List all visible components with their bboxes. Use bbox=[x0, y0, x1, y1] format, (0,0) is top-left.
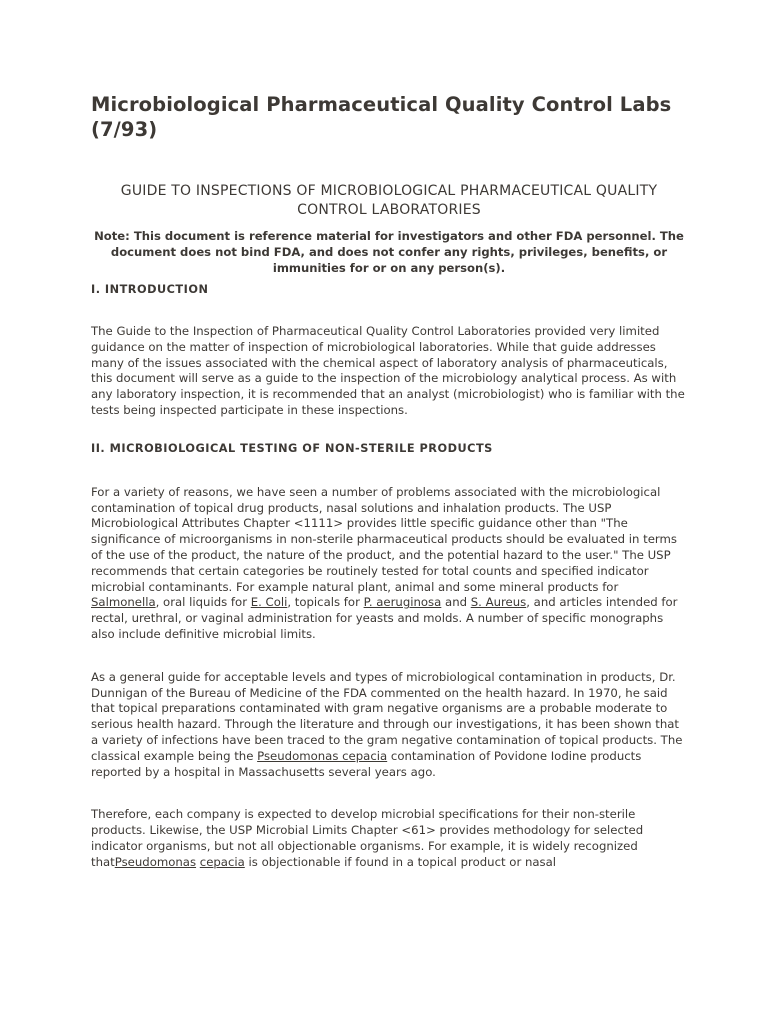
paragraph-text: , oral liquids for bbox=[155, 595, 251, 610]
paragraph-text: , topicals for bbox=[287, 595, 364, 610]
s-aureus-link[interactable]: S. Aureus bbox=[470, 595, 527, 610]
paragraph-text: For a variety of reasons, we have seen a number of problems associated with the microbiological contamination of topical drug products, nasal solutions and inhalation products. The USP Microbiological Attributes Chapter <1111> provides little specific guidance other than "The significance of microorganisms in non-sterile pharmaceutical products should be evaluated in terms of the use of the product, the nature of the product, and the potential hazard to the user." The USP recommends that certain categories be routinely tested for total counts and specified indicator microbial contaminants. For example natural plant, animal and some mineral products for bbox=[91, 484, 677, 594]
section-heading-introduction: I. INTRODUCTION bbox=[91, 283, 209, 296]
paragraph-text: As a general guide for acceptable levels and types of microbiological contamination in products, Dr. Dunnigan of the Bureau of Medicine of the FDA commented on the health hazard. In 1970, he said that topical preparations contaminated with gram negative organisms are a probable moderate to serious health hazard. Through the literature and through our investigations, it has been shown that a variety of infections have been traced to the gram negative contamination of topical products. The classical example being the bbox=[91, 669, 683, 763]
p-aeruginosa-link[interactable]: P. aeruginosa bbox=[363, 595, 442, 610]
page-title: Microbiological Pharmaceutical Quality Control Labs (7/93) bbox=[91, 93, 672, 141]
document-page bbox=[91, 92, 687, 871]
non-sterile-paragraph-1 bbox=[91, 485, 687, 643]
paragraph-text: Therefore, each company is expected to develop microbial specifications for their non-sterile products. Likewise, the USP Microbial Limits Chapter <61> provides methodology for selected indicator organisms, but not all objectionable organisms. For example, it is widely recognized that bbox=[91, 807, 644, 869]
paragraph-text: and bbox=[441, 595, 471, 610]
pseudomonas-link[interactable]: Pseudomonas bbox=[114, 854, 197, 869]
e-coli-link[interactable]: E. Coli bbox=[250, 595, 288, 610]
non-sterile-paragraph-3 bbox=[91, 807, 687, 870]
cepacia-link[interactable]: cepacia bbox=[199, 854, 245, 869]
disclaimer-note: Note: This document is reference material for investigators and other FDA personnel. The document does not bind FDA, and does not confer any rights, privileges, benefits, or immunities for or on any person(s). bbox=[94, 229, 684, 275]
non-sterile-paragraph-2 bbox=[91, 670, 687, 781]
section-heading-non-sterile-testing: II. MICROBIOLOGICAL TESTING OF NON-STERILE PRODUCTS bbox=[91, 441, 493, 455]
paragraph-text: , and articles intended for rectal, urethral, or vaginal administration for yeasts and molds. A number of specific monographs also include definitive microbial limits. bbox=[91, 595, 678, 641]
guide-title: GUIDE TO INSPECTIONS OF MICROBIOLOGICAL PHARMACEUTICAL QUALITY CONTROL LABORATORIES bbox=[120, 183, 658, 218]
paragraph-text: is objectionable if found in a topical product or nasal bbox=[244, 854, 557, 869]
paragraph-text: contamination of Povidone Iodine products reported by a hospital in Massachusetts several years ago. bbox=[91, 748, 642, 779]
introduction-paragraph: The Guide to the Inspection of Pharmaceutical Quality Control Laboratories provided very limited guidance on the matter of inspection of microbiological laboratories. While that guide addresses many of the issues associated with the chemical aspect of laboratory analysis of pharmaceuticals, this document will serve as a guide to the inspection of the microbiology analytical process. As with any laboratory inspection, it is recommended that an analyst (microbiologist) who is familiar with the tests being inspected participate in these inspections. bbox=[91, 324, 685, 417]
salmonella-link[interactable]: Salmonella bbox=[91, 595, 156, 610]
pseudomonas-cepacia-link[interactable]: Pseudomonas cepacia bbox=[257, 748, 388, 763]
